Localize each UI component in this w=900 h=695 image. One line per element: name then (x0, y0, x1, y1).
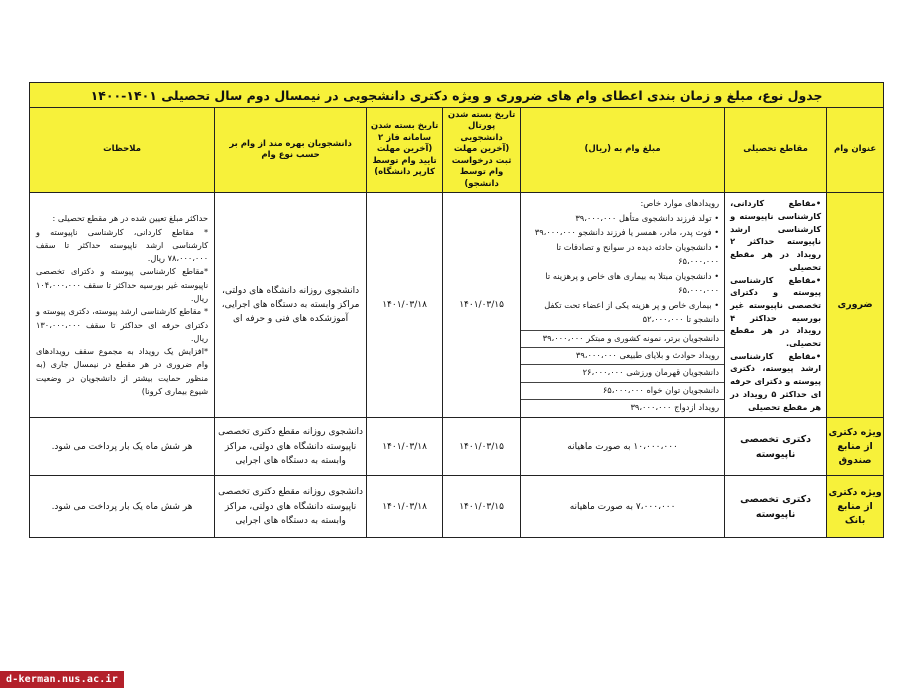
table-row-phd-bank (30, 476, 884, 538)
phase2-date-phd-bank: ۱۴۰۱/۰۳/۱۸ (367, 476, 443, 538)
amount-item: رویداد حوادث و بلایای طبیعی ۳۹،۰۰۰،۰۰۰ (521, 348, 724, 365)
amount-phd-fund: ۱۰،۰۰۰،۰۰۰ به صورت ماهیانه (521, 418, 725, 476)
amount-item: دانشجویان برتر، نمونه کشوری و مبتکر ۳۹،۰۰۰،۰۰۰ (521, 331, 724, 348)
levels-phd-fund: دکتری تخصصی ناپیوسته (725, 418, 827, 476)
header-loan-title: عنوان وام (827, 108, 884, 193)
note-line: *مقاطع کارشناسی پیوسته و دکترای تخصصی ناپیوسته غیر بورسیه حداکثر تا سقف ۱۰۴،۰۰۰،۰۰۰ ریال. (36, 266, 209, 303)
amount-emergency (521, 193, 725, 418)
eligible-phd-fund: دانشجوی روزانه مقطع دکتری تخصصی ناپیوسته دانشگاه های دولتی، مراکز وابسته به دستگاه های اجرایی (215, 418, 367, 476)
row-label-phd-bank: ویژه دکتری از منابع بانک (827, 476, 884, 538)
eligible-phd-bank: دانشجوی روزانه مقطع دکتری تخصصی ناپیوسته دانشگاه های دولتی، مراکز وابسته به دستگاه های اجرایی (215, 476, 367, 538)
row-label-emergency: ضروری (827, 193, 884, 418)
phase2-date-phd-fund: ۱۴۰۱/۰۳/۱۸ (367, 418, 443, 476)
header-levels: مقاطع تحصیلی (725, 108, 827, 193)
levels-emergency (725, 193, 827, 418)
note-line: *افزایش یک رویداد به مجموع سقف رویدادهای وام ضروری در هر مقطع در نیمسال جاری (به منظور حمایت بیشتر از دانشجویان در وضعیت شیوع بیماری کرونا) (36, 346, 209, 396)
loan-table (29, 82, 884, 538)
note-line: حداکثر مبلغ تعیین شده در هر مقطع تحصیلی : (52, 213, 209, 224)
notes-phd-bank: هر شش ماه یک بار پرداخت می شود. (30, 476, 215, 538)
amount-intro: رویدادهای موارد خاص: (640, 198, 720, 209)
table-row-emergency (30, 193, 884, 418)
row-label-phd-fund: ویژه دکتری از منابع صندوق (827, 418, 884, 476)
levels-item: •مقاطع کاردانی، کارشناسی ناپیوسته و کارشناسی ارشد ناپیوسته حداکثر ۲ رویداد در هر مقطع تحصیلی (730, 198, 822, 272)
amount-bullet: • دانشجویان مبتلا به بیماری های خاص و پرهزینه تا ۶۵،۰۰۰،۰۰۰ (545, 270, 720, 296)
header-eligible: دانشجویان بهره مند از وام بر حسب نوع وام (215, 108, 367, 193)
levels-item: •مقاطع کارشناسی پیوسته و دکترای تخصصی ناپیوسته غیر بورسیه حداکثر ۴ رویداد در هر مقطع تحصیلی. (730, 274, 822, 349)
header-phase2-date: تاریخ بسته شدن سامانه فاز ۲ (آخرین مهلت تایید وام توسط کارپر دانشگاه) (367, 108, 443, 193)
table-row-phd-fund (30, 418, 884, 476)
amount-item: دانشجویان قهرمان ورزشی ۲۶،۰۰۰،۰۰۰ (521, 365, 724, 382)
site-logo[interactable]: d-kerman.nus.ac.ir (0, 671, 124, 688)
header-notes: ملاحظات (30, 108, 215, 193)
amount-item: رویداد ازدواج ۳۹،۰۰۰،۰۰۰ (630, 401, 720, 412)
amount-item: دانشجویان توان خواه ۶۵،۰۰۰،۰۰۰ (521, 383, 724, 400)
amount-bullet: • بیماری خاص و پر هزینه یکی از اعضاء تحت تکفل دانشجو تا ۵۲،۰۰۰،۰۰۰ (544, 299, 720, 325)
amount-bullet: • دانشجویان حادثه دیده در سوانح و تصادفات تا ۶۵،۰۰۰،۰۰۰ (556, 241, 720, 267)
notes-phd-fund: هر شش ماه یک بار پرداخت می شود. (30, 418, 215, 476)
note-line: * مقاطع کاردانی، کارشناسی ناپیوسته و کارشناسی ارشد ناپیوسته حداکثر تا سقف ۷۸،۰۰۰،۰۰۰ ریال. (36, 226, 209, 264)
header-amount: مبلغ وام به (ریال) (521, 108, 725, 193)
phase2-date-emergency: ۱۴۰۱/۰۳/۱۸ (367, 193, 443, 418)
levels-item: •مقاطع کارشناسی ارشد پیوسته، دکتری پیوسته و دکترای حرفه ای حداکثر ۵ رویداد در هر مقطع تحصیلی (730, 350, 822, 412)
portal-date-phd-bank: ۱۴۰۱/۰۳/۱۵ (443, 476, 521, 538)
portal-date-phd-fund: ۱۴۰۱/۰۳/۱۵ (443, 418, 521, 476)
levels-phd-bank: دکتری تخصصی ناپیوسته (725, 476, 827, 538)
header-row (30, 108, 884, 193)
portal-date-emergency: ۱۴۰۱/۰۳/۱۵ (443, 193, 521, 418)
loan-table-container (29, 82, 883, 538)
table-title: جدول نوع، مبلغ و زمان بندی اعطای وام های ضروری و ویژه دکتری دانشجویی در نیمسال دوم سال تحصیلی ۱۴۰۱-۱۴۰۰ (30, 83, 884, 108)
amount-bullet: • فوت پدر، مادر، همسر یا فرزند دانشجو ۳۹،۰۰۰،۰۰۰ (534, 227, 720, 238)
amount-phd-bank: ۷،۰۰۰،۰۰۰ به صورت ماهیانه (521, 476, 725, 538)
note-line: * مقاطع کارشناسی ارشد پیوسته، دکتری پیوسته و دکترای حرفه ای حداکثر تا سقف ۱۳۰،۰۰۰،۰۰۰ ریال. (36, 306, 209, 343)
notes-emergency (30, 193, 215, 418)
amount-bullet: • تولد فرزند دانشجوی متأهل ۳۹،۰۰۰،۰۰۰ (575, 212, 720, 223)
amount-special-cases (521, 193, 724, 331)
eligible-emergency: دانشجوی روزانه دانشگاه های دولتی، مراکز وابسته به دستگاه های اجرایی، آموزشکده های فنی و حرفه ای (215, 193, 367, 418)
header-portal-date: تاریخ بسته شدن پورتال دانشجویی (آخرین مهلت ثبت درخواست وام توسط دانشجو) (443, 108, 521, 193)
